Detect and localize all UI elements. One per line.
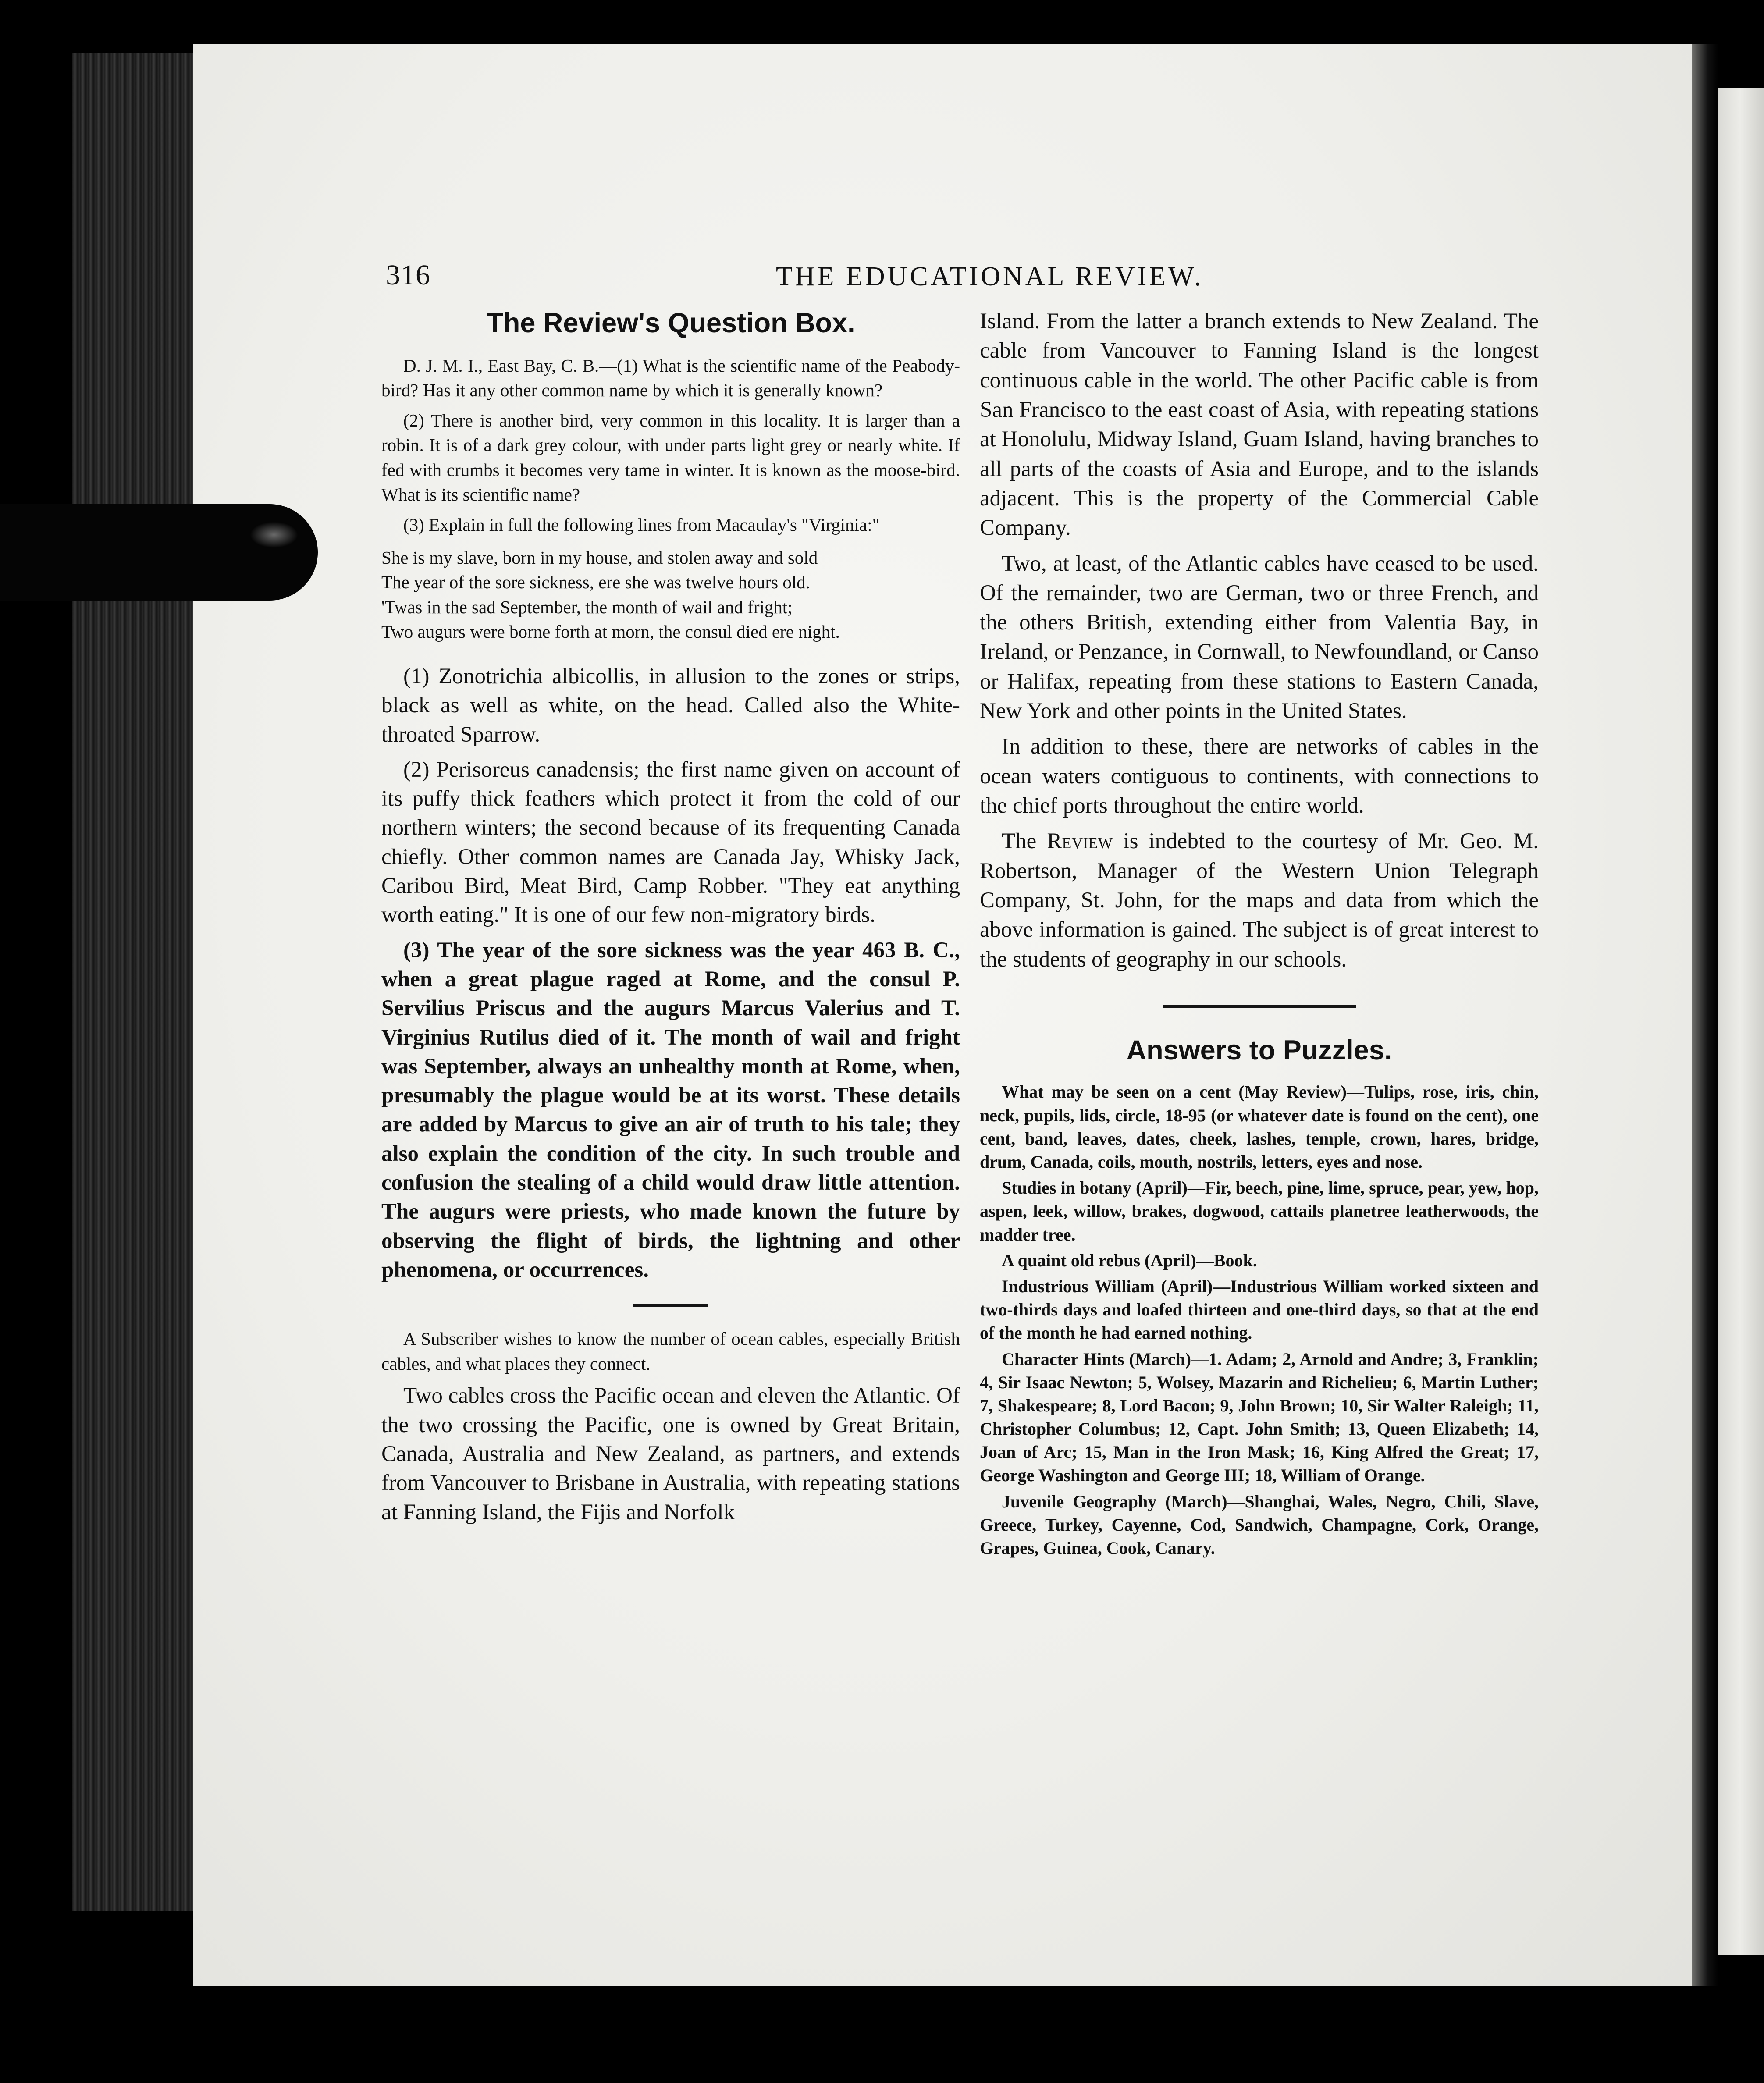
- book-page-edges: [72, 53, 204, 1911]
- puzzle-answer: Character Hints (March)—1. Adam; 2, Arnold and Andre; 3, Franklin; 4, Sir Isaac Newton; 5, Wolsey, Mazarin and Richelieu; 6, Martin Luther; 7, Shakespeare; 8, Lord Bacon; 9, John Brown; 10, Sir Walter Raleigh; 11, Christopher Columbus; 12, Capt. John Smith; 13, Queen Elizabeth; 14, Joan of Arc; 15, Man in the Iron Mask; 16, King Alfred the Great; 17, George Washington and George III; 18, William of Orange.: [980, 1349, 1539, 1486]
- puzzle-answer: A quaint old rebus (April)—Book.: [1002, 1250, 1257, 1270]
- review-word: Review: [1047, 829, 1113, 854]
- thanks-pre: The: [1002, 829, 1037, 854]
- quote-line: Two augurs were borne forth at morn, the consul died ere night.: [381, 622, 840, 642]
- thanks-post: is indebted to the courtesy of Mr. Geo. M. Robertson, Manager of the Western Union Telegraph Company, St. John, for the maps and data from which the above information is gained. The subject is of great interest to the students of geography in our schools.: [980, 829, 1539, 972]
- thumb-holding-page: [0, 504, 318, 601]
- answer-1: (1) Zonotrichia albicollis, in allusion to the zones or strips, black as well as white, on the head. Called also the White-throated Sparrow.: [381, 664, 960, 747]
- question-3: (3) Explain in full the following lines from Macaulay's "Virginia:": [403, 515, 880, 535]
- puzzle-answer: Studies in botany (April)—Fir, beech, pine, lime, spruce, pear, yew, hop, aspen, leek, willow, brakes, dogwood, cattails planetree leatherwoods, the madder tree.: [980, 1178, 1539, 1244]
- acknowledgement: [980, 827, 1539, 974]
- book-page: [193, 44, 1692, 1986]
- puzzle-answer: Industrious William (April)—Industrious William worked sixteen and two-thirds days and loafed thirteen and one-third days, so that at the end of the month he had earned nothing.: [980, 1276, 1539, 1343]
- facing-page-edge: [1716, 88, 1764, 1955]
- running-head: [193, 259, 1692, 307]
- cables-continued: Island. From the latter a branch extends to New Zealand. The cable from Vancouver to Fanning Island is the longest continuous cable in the world. The other Pacific cable is from San Francisco to the east coast of Asia, with repeating stations at Honolulu, Midway Island, Guam Island, having branches to all parts of the coasts of Asia and Europe, and to the islands adjacent. This is the property of the Commercial Cable Company.: [980, 309, 1539, 540]
- journal-title: THE EDUCATIONAL REVIEW.: [776, 262, 1204, 291]
- right-column: [980, 307, 1539, 1562]
- question-2: (2) There is another bird, very common in this locality. It is larger than a robin. It is of a dark grey colour, with under parts light grey or nearly white. If fed with crumbs it becomes very tame in winter. It is known as the moose-bird. What is its scientific name?: [381, 410, 960, 505]
- section-divider: [1163, 1005, 1356, 1008]
- cables-paragraph-2: Two, at least, of the Atlantic cables have ceased to be used. Of the remainder, two are German, two or three French, and the others British, extending either from Valentia Bay, in Ireland, or Penzance, in Cornwall, to Newfoundland, or Canso or Halifax, repeating from these stations to Eastern Canada, New York and other points in the United States.: [980, 551, 1539, 724]
- section-divider: [633, 1304, 708, 1307]
- book-gutter: [1692, 44, 1718, 1986]
- answers-title: Answers to Puzzles.: [1126, 1034, 1392, 1066]
- subscriber-question: A Subscriber wishes to know the number of ocean cables, especially British cables, and what places they connect.: [381, 1329, 960, 1374]
- puzzle-answer: What may be seen on a cent (May Review)—Tulips, rose, iris, chin, neck, pupils, lids, circle, 18-95 (or whatever date is found on the cent), one cent, band, leaves, dates, cheek, lashes, temple, crown, hares, bridge, drum, Canada, coils, mouth, nostrils, letters, eyes and nose.: [980, 1082, 1539, 1172]
- thumb-highlight: [250, 522, 298, 548]
- cables-paragraph-3: In addition to these, there are networks of cables in the ocean waters contiguous to continents, with connections to the chief ports throughout the entire world.: [980, 734, 1539, 818]
- virginia-quote: [381, 545, 960, 644]
- answer-3: (3) The year of the sore sickness was the year 463 B. C., when a great plague raged at Rome, and the consul P. Servilius Priscus and the augurs Marcus Valerius and T. Virginius Rutilus died of it. The month of wail and fright was September, always an unhealthy month at Rome, when, presumably the plague would be at its worst. These details are added by Marcus to give an air of truth to his tale; they also explain the condition of the city. In such trouble and confusion the stealing of a child would draw little attention. The augurs were priests, who made known the future by observing the flight of birds, the lightning and other phenomena, or occurrences.: [381, 938, 960, 1282]
- question-box-title: The Review's Question Box.: [486, 308, 855, 338]
- question-1: D. J. M. I., East Bay, C. B.—(1) What is the scientific name of the Peabody-bird? Has it any other common name by which it is generally known?: [381, 355, 960, 401]
- puzzle-answer: Juvenile Geography (March)—Shanghai, Wales, Negro, Chili, Slave, Greece, Turkey, Cayenne, Cod, Sandwich, Champagne, Cork, Orange, Grapes, Guinea, Cook, Canary.: [980, 1491, 1539, 1558]
- quote-line: 'Twas in the sad September, the month of wail and fright;: [381, 597, 793, 617]
- left-column: [381, 307, 960, 1533]
- cables-paragraph-1: Two cables cross the Pacific ocean and eleven the Atlantic. Of the two crossing the Pacific, one is owned by Great Britain, Canada, Australia and New Zealand, as partners, and extends from Vancouver to Brisbane in Australia, with repeating stations at Fanning Island, the Fijis and Norfolk: [381, 1383, 960, 1525]
- quote-line: The year of the sore sickness, ere she was twelve hours old.: [381, 572, 810, 593]
- page-number: 316: [386, 259, 430, 291]
- quote-line: She is my slave, born in my house, and stolen away and sold: [381, 547, 818, 568]
- answer-2: (2) Perisoreus canadensis; the first name given on account of its puffy thick feathers which protect it from the cold of our northern winters; the second because of its frequenting Canada chiefly. Other common names are Canada Jay, Whisky Jack, Caribou Bird, Meat Bird, Camp Robber. "They eat anything worth eating." It is one of our few non-migratory birds.: [381, 757, 960, 928]
